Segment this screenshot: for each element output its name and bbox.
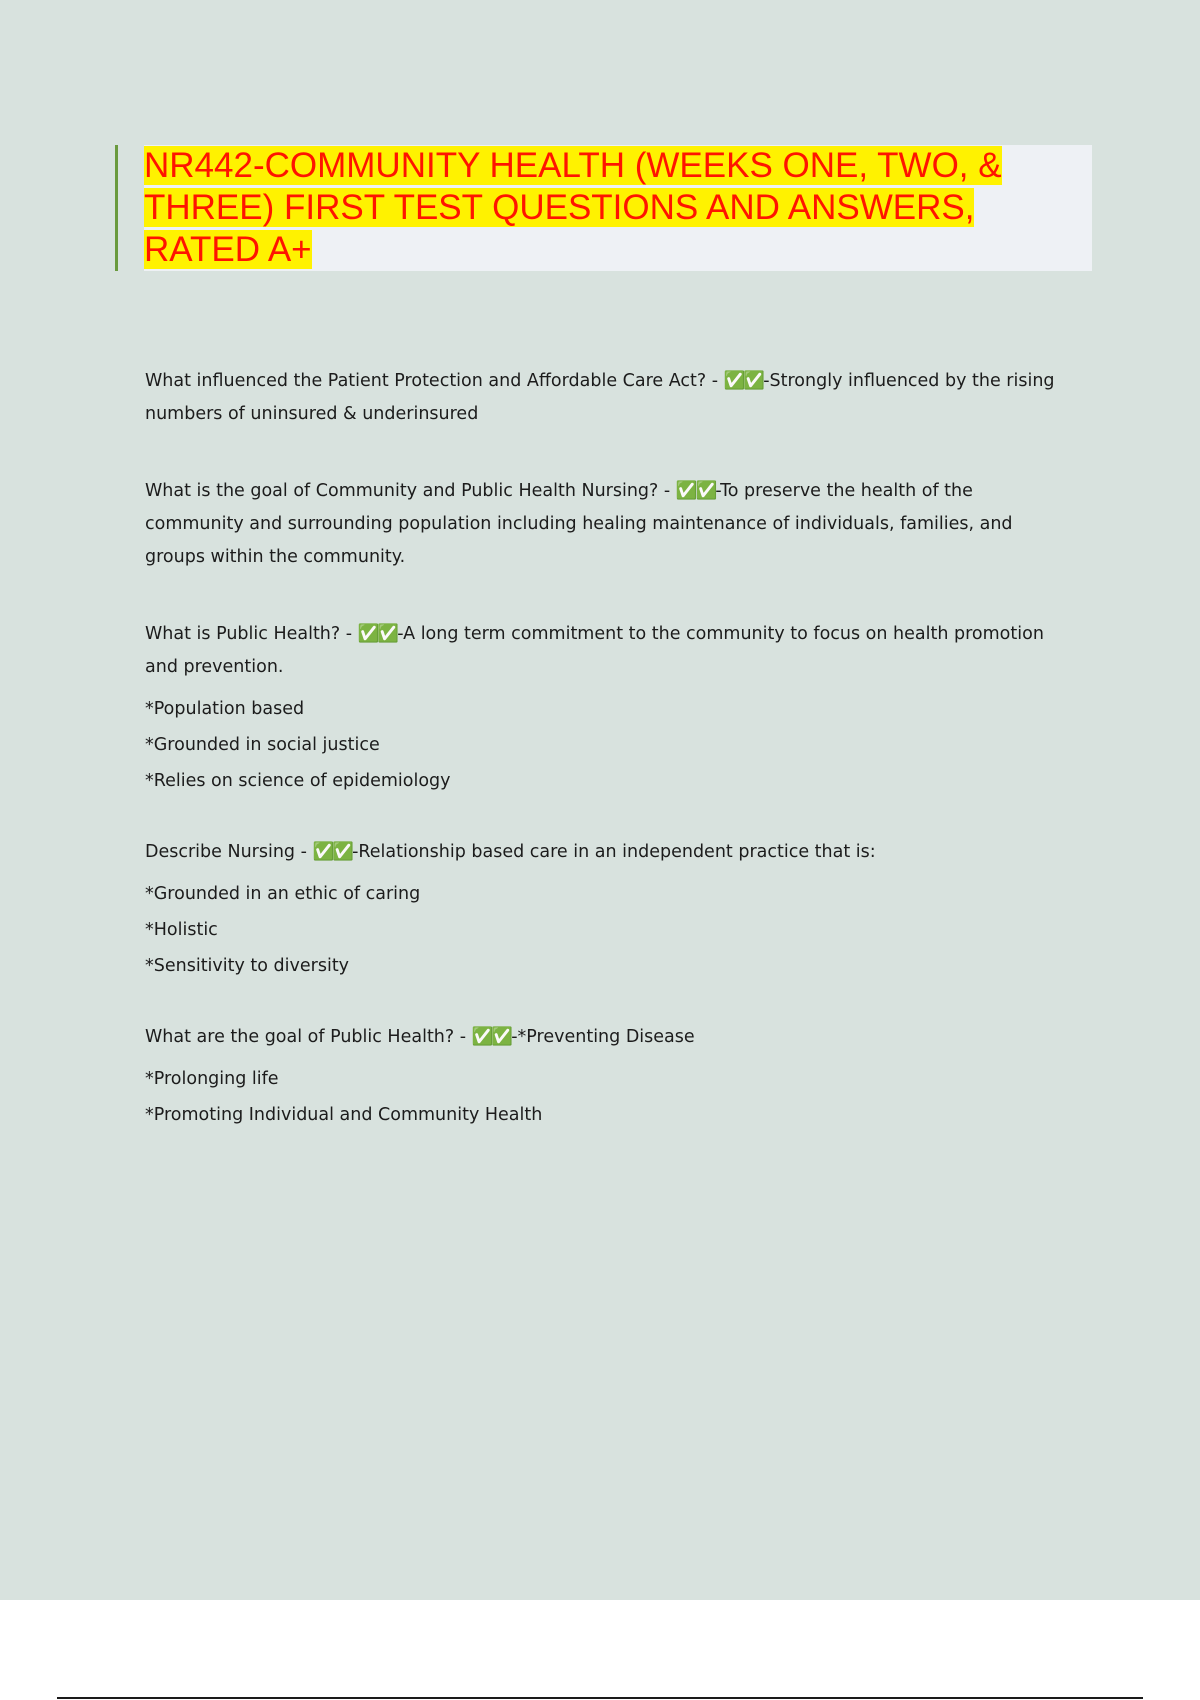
qa-list — [145, 365, 1075, 1166]
answer-text: -A long term commitment to the community to focus on health promotion and prevention. — [145, 624, 1044, 677]
bullet-item: *Grounded in social justice — [145, 735, 380, 755]
double-check-icon: ✅✅ — [471, 1027, 512, 1047]
qa-paragraph — [145, 836, 1075, 869]
question-text: What is Public Health? - — [145, 624, 358, 644]
document-title — [144, 145, 1092, 271]
bullet-item: *Prolonging life — [145, 1069, 279, 1089]
title-box — [144, 145, 1092, 271]
double-check-icon: ✅✅ — [675, 481, 716, 501]
question-text: Describe Nursing - — [145, 842, 313, 862]
qa-paragraph — [145, 365, 1075, 431]
answer-text: -To preserve the health of the community and surrounding population including healing maintenance of individuals, families, and groups within the community. — [145, 481, 1013, 567]
qa-paragraph — [145, 1021, 1075, 1054]
qa-item — [145, 1021, 1075, 1126]
qa-paragraph — [145, 475, 1075, 574]
title-block — [115, 145, 1092, 271]
qa-item — [145, 836, 1075, 977]
title-accent-bar — [115, 145, 118, 271]
document-title-text: NR442-COMMUNITY HEALTH (WEEKS ONE, TWO, & THREE) FIRST TEST QUESTIONS AND ANSWERS, RATED A+ — [144, 146, 1002, 269]
footer-divider — [57, 1697, 1143, 1699]
bullet-item: *Grounded in an ethic of caring — [145, 884, 421, 904]
qa-item — [145, 365, 1075, 431]
double-check-icon: ✅✅ — [357, 624, 398, 644]
bullet-item: *Holistic — [145, 920, 218, 940]
answer-text: -Strongly influenced by the rising numbers of uninsured & underinsured — [145, 371, 1055, 424]
bullet-item: *Population based — [145, 699, 305, 719]
qa-paragraph — [145, 618, 1075, 684]
answer-text: -Relationship based care in an independent practice that is: — [352, 842, 876, 862]
qa-item — [145, 475, 1075, 574]
qa-item — [145, 618, 1075, 792]
double-check-icon: ✅✅ — [723, 371, 764, 391]
bullet-item: *Promoting Individual and Community Health — [145, 1105, 543, 1125]
bullet-item: *Relies on science of epidemiology — [145, 771, 451, 791]
answer-text: -*Preventing Disease — [511, 1027, 695, 1047]
question-text: What influenced the Patient Protection and Affordable Care Act? - — [145, 371, 724, 391]
question-text: What are the goal of Public Health? - — [145, 1027, 472, 1047]
double-check-icon: ✅✅ — [312, 842, 353, 862]
bullet-item: *Sensitivity to diversity — [145, 956, 350, 976]
question-text: What is the goal of Community and Public Health Nursing? - — [145, 481, 676, 501]
